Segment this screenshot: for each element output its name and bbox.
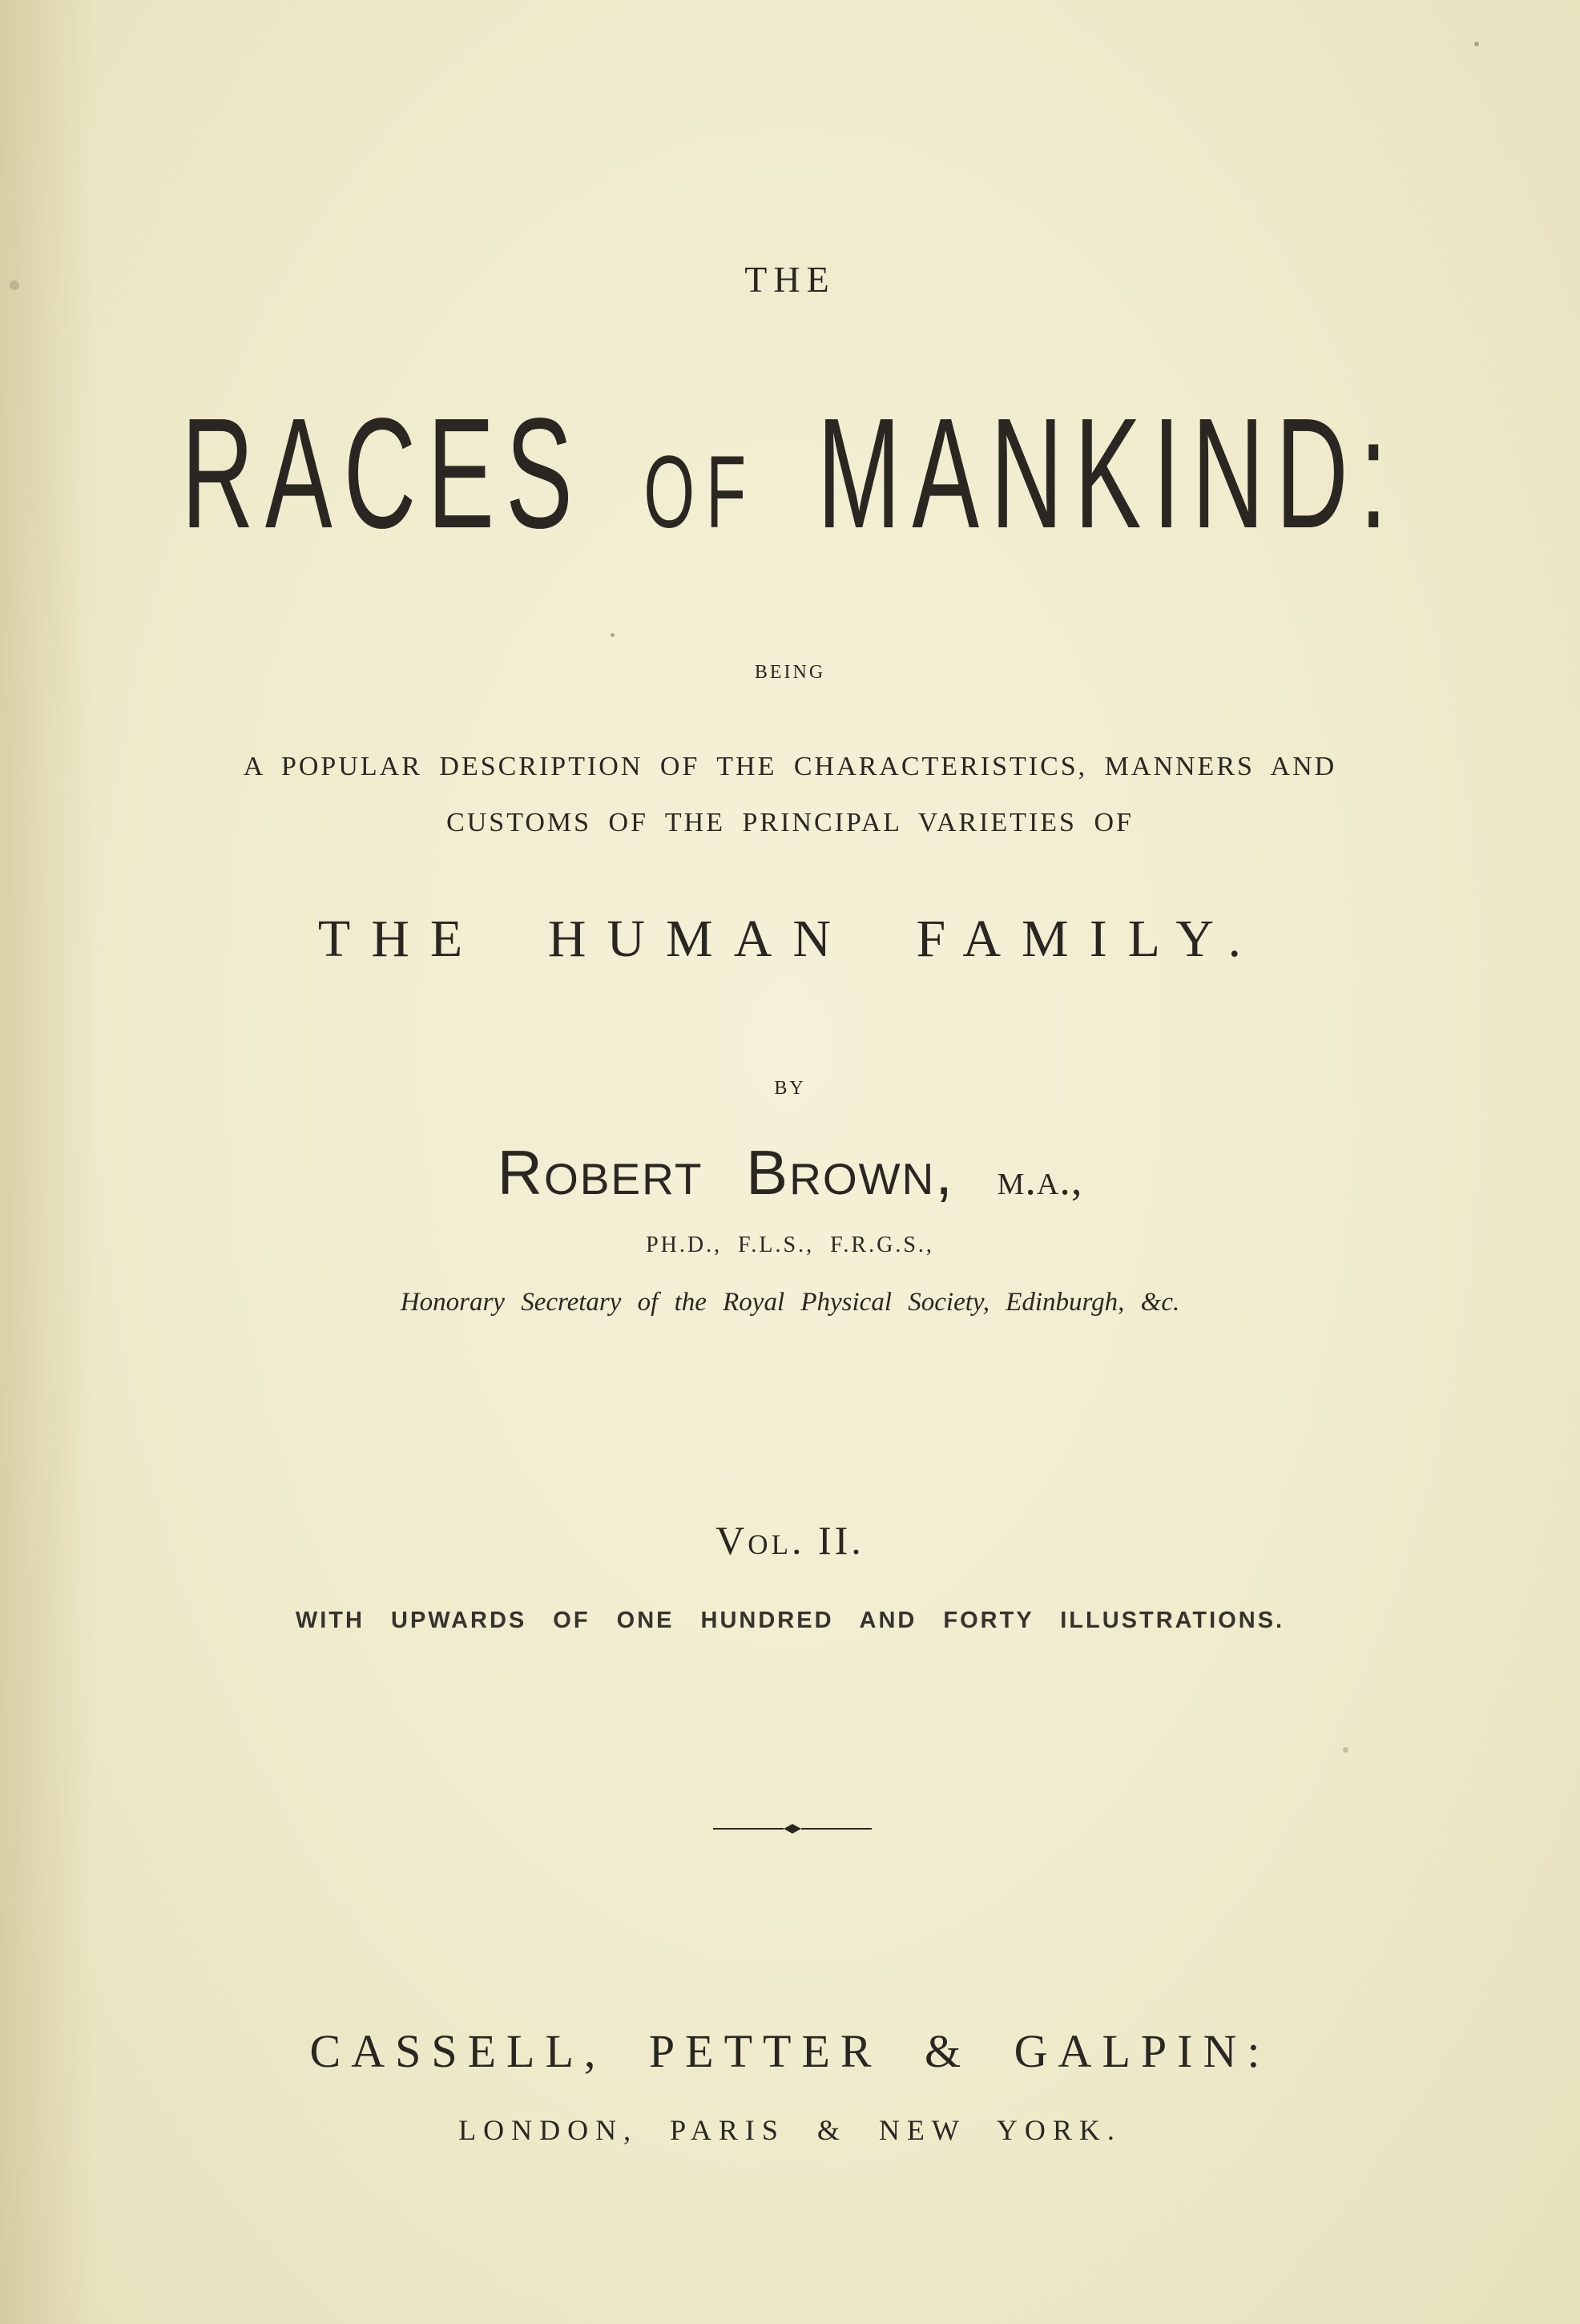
title-word-of: OF <box>643 434 758 550</box>
author-name: Robert Brown, <box>497 1137 954 1208</box>
description-line-2: CUSTOMS OF THE PRINCIPAL VARIETIES OF <box>446 808 1134 837</box>
author-line <box>0 1136 1580 1209</box>
author-position: Honorary Secretary of the Royal Physical Society, Edinburgh, &c. <box>400 1288 1180 1317</box>
main-title <box>0 401 1580 553</box>
svg-text:RACES OF M <box>181 401 1398 553</box>
volume-number <box>0 1517 1580 1563</box>
title-word-mankind: MANKIND: <box>816 401 1399 553</box>
by-line: BY <box>774 1078 806 1099</box>
paper-speck <box>1343 1747 1348 1753</box>
description-line-1: A POPULAR DESCRIPTION OF THE CHARACTERISTICS, MANNERS AND <box>243 752 1337 781</box>
publisher-places: LONDON, PARIS & NEW YORK. <box>458 2114 1122 2146</box>
paper-speck <box>611 633 615 637</box>
being-line: BEING <box>754 662 826 683</box>
publisher-line: CASSELL, PETTER & GALPIN: <box>309 2025 1271 2077</box>
title-word-races: RACES <box>181 401 584 553</box>
author-qualifications: PH.D., F.L.S., F.R.G.S., <box>646 1233 934 1257</box>
divider-ornament <box>713 1821 872 1837</box>
title-article: THE <box>744 259 836 300</box>
paper-speck <box>1474 42 1479 46</box>
illustrations-note: WITH UPWARDS OF ONE HUNDRED AND FORTY ILLUSTRATIONS. <box>295 1608 1285 1633</box>
volume-label: Vol. II. <box>715 1518 865 1563</box>
main-title-graphic <box>0 401 1580 553</box>
paper-speck <box>10 280 19 290</box>
author-degree: m.a., <box>997 1156 1083 1204</box>
subject-line: THE HUMAN FAMILY. <box>317 910 1263 968</box>
